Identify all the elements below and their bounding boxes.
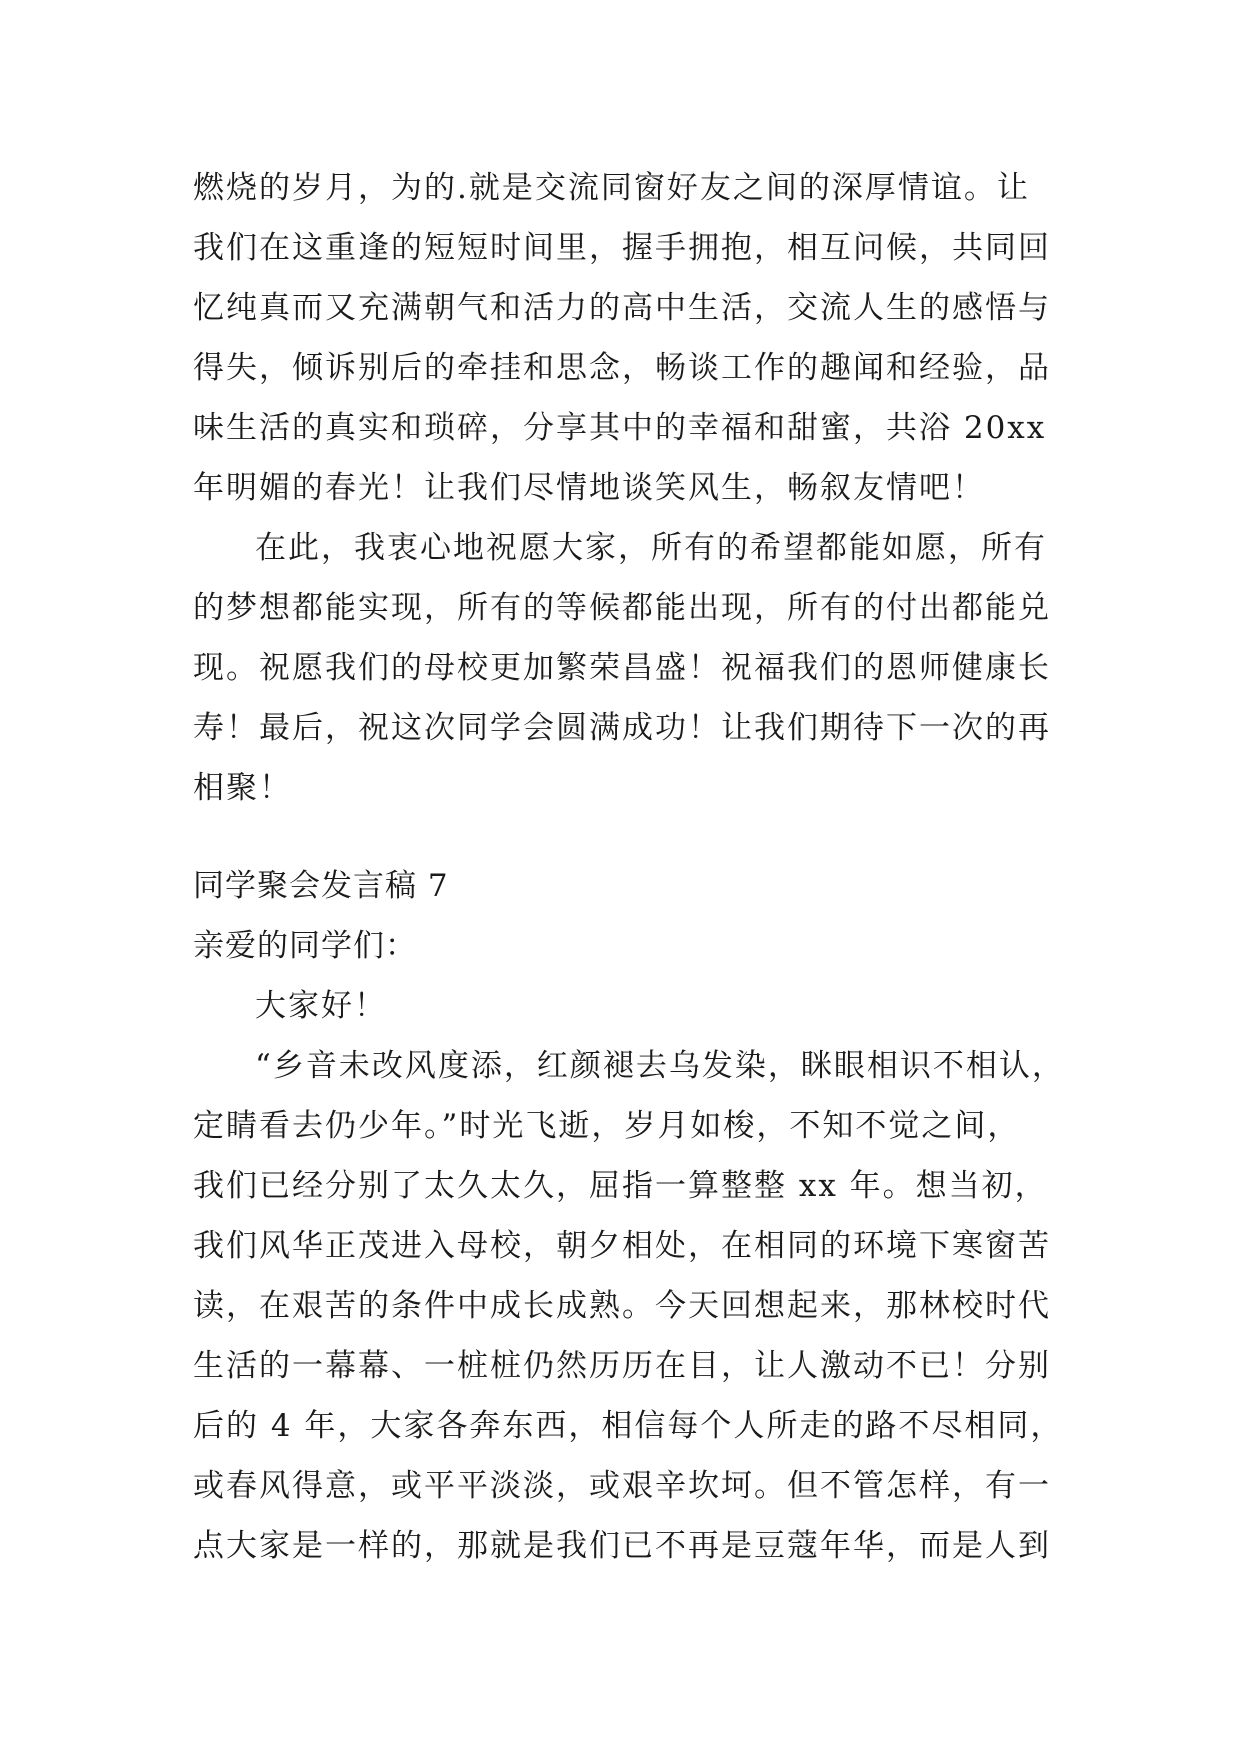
paragraph-line: 后的 4 年，大家各奔东西，相信每个人所走的路不尽相同，	[193, 1408, 1064, 1444]
paragraph-line: 忆纯真而又充满朝气和活力的高中生活，交流人生的感悟与	[193, 290, 1051, 326]
paragraph-line: 点大家是一样的，那就是我们已不再是豆蔻年华，而是人到	[193, 1528, 1051, 1564]
paragraph-line: 在此，我衷心地祝愿大家，所有的希望都能如愿，所有	[255, 530, 1047, 566]
paragraph-line: 得失，倾诉别后的牵挂和思念，畅谈工作的趣闻和经验，品	[193, 350, 1051, 386]
section-title: 同学聚会发言稿 7	[193, 868, 449, 904]
paragraph-line: 或春风得意，或平平淡淡，或艰辛坎坷。但不管怎样，有一	[193, 1468, 1051, 1504]
paragraph-line: 我们已经分别了太久太久，屈指一算整整 xx 年。想当初，	[193, 1168, 1048, 1204]
paragraph-line: 年明媚的春光！让我们尽情地谈笑风生，畅叙友情吧！	[193, 470, 985, 506]
paragraph-line: 我们风华正茂进入母校，朝夕相处，在相同的环境下寒窗苦	[193, 1228, 1051, 1264]
paragraph-line: 我们在这重逢的短短时间里，握手拥抱，相互问候，共同回	[193, 230, 1051, 266]
paragraph-line: “乡音未改风度添，红颜褪去乌发染，眯眼相识不相认，	[255, 1048, 1065, 1084]
paragraph-line: 的梦想都能实现，所有的等候都能出现，所有的付出都能兑	[193, 590, 1051, 626]
paragraph-line: 生活的一幕幕、一桩桩仍然历历在目，让人激动不已！分别	[193, 1348, 1051, 1384]
paragraph-line: 燃烧的岁月，为的.就是交流同窗好友之间的深厚情谊。让	[193, 170, 1030, 206]
paragraph-line: 味生活的真实和琐碎，分享其中的幸福和甜蜜，共浴 20xx	[193, 410, 1047, 446]
salutation: 亲爱的同学们：	[193, 928, 417, 964]
greeting: 大家好！	[255, 988, 387, 1024]
paragraph-line: 定睛看去仍少年。”时光飞逝，岁月如梭，不知不觉之间，	[193, 1108, 1021, 1144]
paragraph-line: 现。祝愿我们的母校更加繁荣昌盛！祝福我们的恩师健康长	[193, 650, 1051, 686]
paragraph-line: 相聚！	[193, 770, 292, 806]
paragraph-line: 读，在艰苦的条件中成长成熟。今天回想起来，那林校时代	[193, 1288, 1051, 1324]
paragraph-line: 寿！最后，祝这次同学会圆满成功！让我们期待下一次的再	[193, 710, 1051, 746]
